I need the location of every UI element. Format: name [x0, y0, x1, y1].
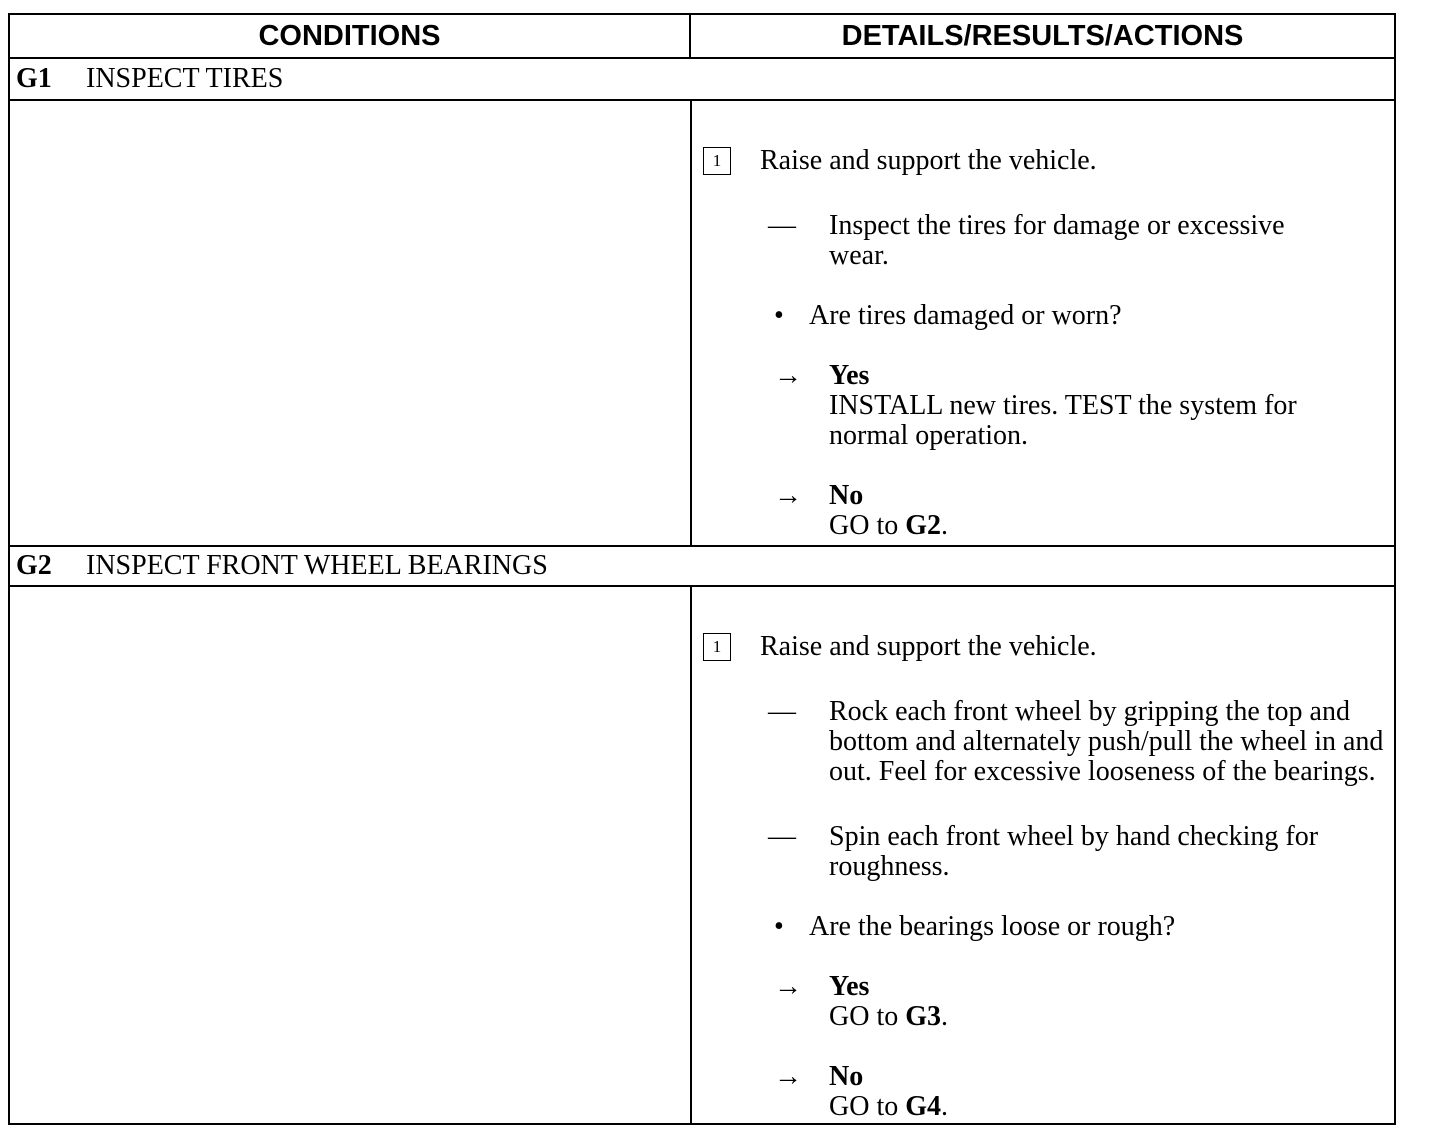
answer-label: No: [829, 1061, 864, 1092]
arrow-icon: →: [774, 1061, 802, 1092]
section-g2-heading: [10, 545, 1394, 587]
action-prefix: GO to: [829, 1001, 906, 1032]
answer-action: [829, 1092, 948, 1122]
section-g1-details: [700, 101, 1390, 547]
detail-item: [768, 697, 1393, 787]
step-row: [700, 146, 1097, 176]
bullet-mark: •: [774, 911, 784, 942]
step-row: [700, 632, 1097, 662]
detail-text: Spin each front wheel by hand checking for roughness.: [829, 821, 1319, 882]
arrow-icon: →: [774, 971, 802, 1002]
dash-mark: —: [768, 821, 796, 852]
action-suffix: .: [941, 1001, 949, 1032]
details-header: DETAILS/RESULTS/ACTIONS: [691, 15, 1394, 59]
section-code: G2: [16, 550, 52, 581]
arrow-icon: →: [774, 360, 802, 391]
arrow-icon: →: [774, 480, 802, 511]
detail-item: [768, 822, 1393, 882]
action-suffix: .: [941, 510, 949, 541]
action-prefix: GO to: [829, 1091, 906, 1122]
answer-label: Yes: [829, 360, 870, 391]
step-number-box: 1: [703, 633, 731, 661]
answer-label: No: [829, 480, 864, 511]
detail-item: [768, 211, 1328, 271]
conditions-header: CONDITIONS: [10, 15, 691, 59]
section-title: INSPECT TIRES: [86, 63, 284, 94]
step-number-box: 1: [703, 147, 731, 175]
detail-text: Inspect the tires for damage or excessive wear.: [829, 210, 1285, 271]
question-item: [768, 912, 1388, 942]
answer-no: [768, 481, 1378, 541]
answer-action: INSTALL new tires. TEST the system for normal operation.: [829, 390, 1297, 451]
question-item: [768, 301, 1368, 331]
answer-no: [768, 1062, 1378, 1122]
action-reference: G2: [905, 510, 942, 541]
action-prefix: GO to: [829, 510, 906, 541]
action-suffix: .: [941, 1091, 949, 1122]
section-title: INSPECT FRONT WHEEL BEARINGS: [86, 550, 548, 581]
answer-yes: [768, 361, 1378, 451]
answer-action: [829, 1002, 948, 1032]
section-g2-details: [700, 587, 1390, 1123]
action-reference: G4: [905, 1091, 942, 1122]
diagnostic-table: [8, 13, 1396, 1125]
column-divider: [690, 101, 692, 547]
answer-label: Yes: [829, 971, 870, 1002]
step-text: Raise and support the vehicle.: [760, 145, 1097, 176]
answer-yes: [768, 972, 1378, 1032]
step-text: Raise and support the vehicle.: [760, 631, 1097, 662]
answer-action: [829, 511, 948, 541]
bullet-mark: •: [774, 300, 784, 331]
section-code: G1: [16, 63, 52, 94]
section-g1-heading: [10, 59, 1394, 101]
dash-mark: —: [768, 696, 796, 727]
column-divider: [690, 587, 692, 1123]
question-text: Are tires damaged or worn?: [809, 300, 1122, 331]
dash-mark: —: [768, 210, 796, 241]
question-text: Are the bearings loose or rough?: [809, 911, 1176, 942]
detail-text: Rock each front wheel by gripping the top and bottom and alternately push/pull the wheel in and out. Feel for excessive looseness of the bearings.: [829, 696, 1384, 787]
action-reference: G3: [905, 1001, 942, 1032]
